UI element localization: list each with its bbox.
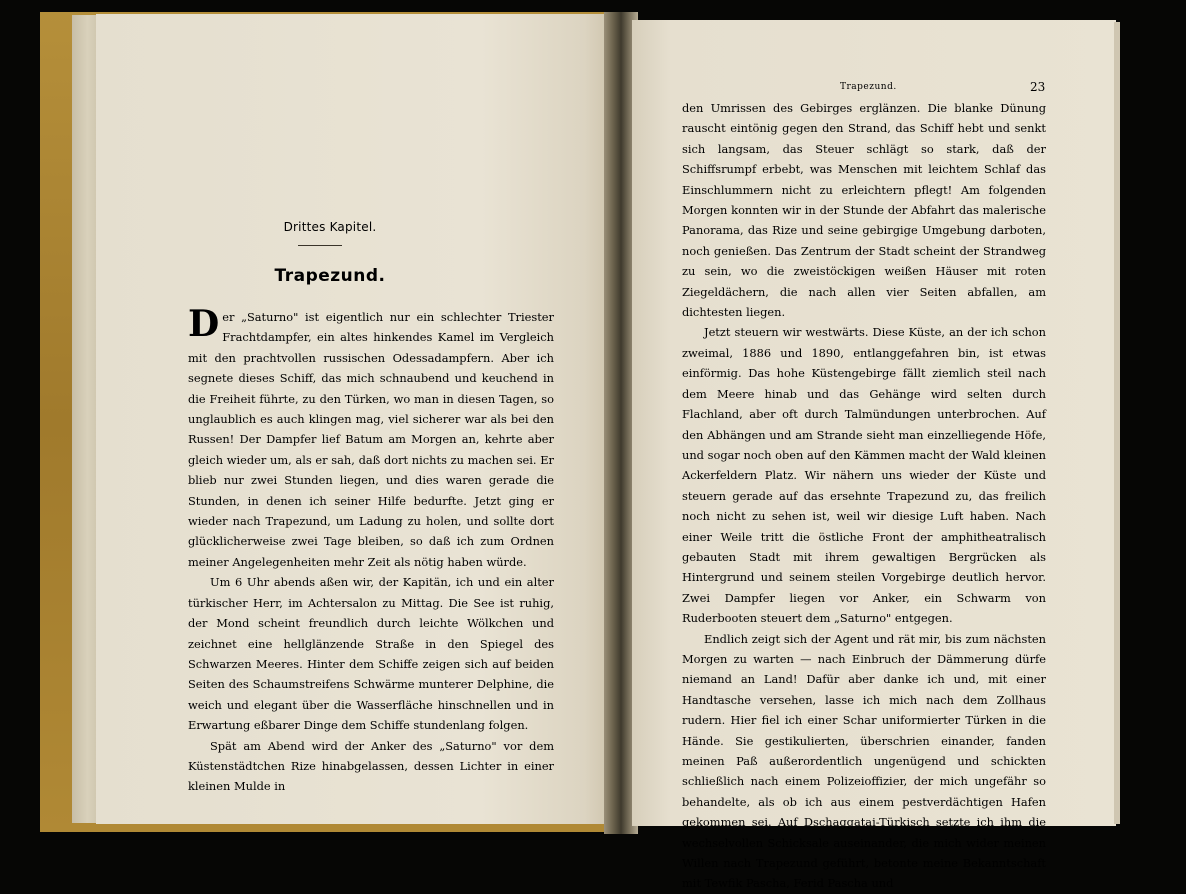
running-header: Trapezund. <box>840 82 897 92</box>
chapter-divider <box>298 245 342 246</box>
paragraph: Um 6 Uhr abends aßen wir, der Kapitän, ich und ein alter türkischer Herr, im Achtersalon zu Mittag. Die See ist ruhig, der Mond scheint freundlich durch leichte Wölkchen und zeichnet eine hellglänzende Straße in den Spiegel des Schwarzen Meeres. Hinter dem Schiffe zeigen sich auf beiden Seiten des Schaumstreifens Schwärme munterer Delphine, die weich und elegant über die Wasserfläche hinschnellen und in Erwartung eßbarer Dinge dem Schiffe stundenlang folgen. <box>188 575 554 733</box>
paragraph: Spät am Abend wird der Anker des „Saturno" vor dem Küstenstädtchen Rize hinabgelassen, dessen Lichter in einer kleinen Mulde in <box>188 738 554 794</box>
paragraph-text: er „Saturno" ist eigentlich nur ein schlechter Triester Frachtdampfer, ein altes hinkendes Kamel im Vergleich mit den prachtvollen russischen Odessadampfern. Aber ich segnete dieses Schiff, das mich schnaubend und keuchend in die Freiheit führte, zu den Türken, wo man in diesen Tagen, so unglaublich es auch klingen mag, viel sicherer war als bei den Russen! Der Dampfer lief Batum am Morgen an, kehrte aber gleich wieder um, als er sah, daß dort nichts zu machen sei. Er blieb nur zwei Stunden liegen, und dies waren gerade die Stunden, in denen ich seiner Hilfe bedurfte. Jetzt ging er wieder nach Trapezund, um Ladung zu holen, und sollte dort glücklicherweise zwei Tage bleiben, so daß ich zum Ordnen meiner Angelegenheiten mehr Zeit als nötig haben würde. <box>188 310 554 569</box>
paragraph: Jetzt steuern wir westwärts. Diese Küste, an der ich schon zweimal, 1886 und 1890, entlanggefahren bin, ist etwas einförmig. Das hohe Küstengebirge fällt ziemlich steil nach dem Meere hinab und das Gehänge wird selten durch Flachland, aber oft durch Talmündungen unterbrochen. Auf den Abhängen und am Strande sieht man einzelliegende Höfe, und sogar noch oben auf den Kämmen macht der Wald kleinen Ackerfeldern Platz. Wir nähern uns wieder der Küste und steuern gerade auf das ersehnte Trapezund zu, das freilich noch nicht zu sehen ist, weil wir diesige Luft haben. Nach einer Weile tritt die östliche Front der amphitheatralisch gebauten Stadt mit ihrem gewaltigen Bergrücken als Hintergrund und seinem steilen Vorgebirge deutlich hervor. Zwei Dampfer liegen vor Anker, ein Schwarm von Ruderbooten steuert dem „Saturno" entgegen. <box>682 325 1046 626</box>
page-edges-left <box>72 15 98 823</box>
left-page-text <box>188 303 554 797</box>
paragraph: Endlich zeigt sich der Agent und rät mir, bis zum nächsten Morgen zu warten — nach Einbruch der Dämmerung dürfe niemand an Land! Dafür aber danke ich und, mit einer Handtasche versehen, lasse ich mich nach dem Zollhaus rudern. Hier fiel ich einer Schar uniformierter Türken in die Hände. Sie gestikulierten, überschrien einander, fanden meinen Paß außerordentlich ungenügend und schickten schließlich nach einem Polizeioffizier, der mich ungefähr so behandelte, als ob ich aus einem pestverdächtigen Hafen gekommen sei. Auf Dschaggatai-Türkisch setzte ich ihm die wechselvollen Schicksale auseinander, die mich wider meinen Willen nach Trapezund geführt, betonte meine Bekanntschaft mit Tewfik Pascha, Ferid Pascha und <box>682 631 1046 891</box>
paragraph <box>188 303 554 572</box>
chapter-label: Drittes Kapitel. <box>283 220 377 234</box>
chapter-title: Trapezund. <box>274 266 386 286</box>
right-page-text <box>682 98 1046 894</box>
page-number: 23 <box>1030 80 1046 94</box>
drop-cap: D <box>188 303 220 345</box>
paragraph: den Umrissen des Gebirges erglänzen. Die blanke Dünung rauscht eintönig gegen den Strand, das Schiff hebt und senkt sich langsam, das Steuer schlägt so stark, daß der Schiffsrumpf erbebt, was Menschen mit leichtem Schlaf das Einschlummern nicht zu erleichtern pflegt! Am folgenden Morgen konnten wir in der Stunde der Abfahrt das malerische Panorama, das Rize und seine gebirgige Umgebung darboten, noch genießen. Das Zentrum der Stadt scheint der Strandweg zu sein, wo die zweistöckigen weißen Häuser mit roten Ziegeldächern, die nach allen vier Seiten abfallen, am dichtesten liegen. <box>682 101 1046 320</box>
page-edges-right <box>1114 22 1120 824</box>
